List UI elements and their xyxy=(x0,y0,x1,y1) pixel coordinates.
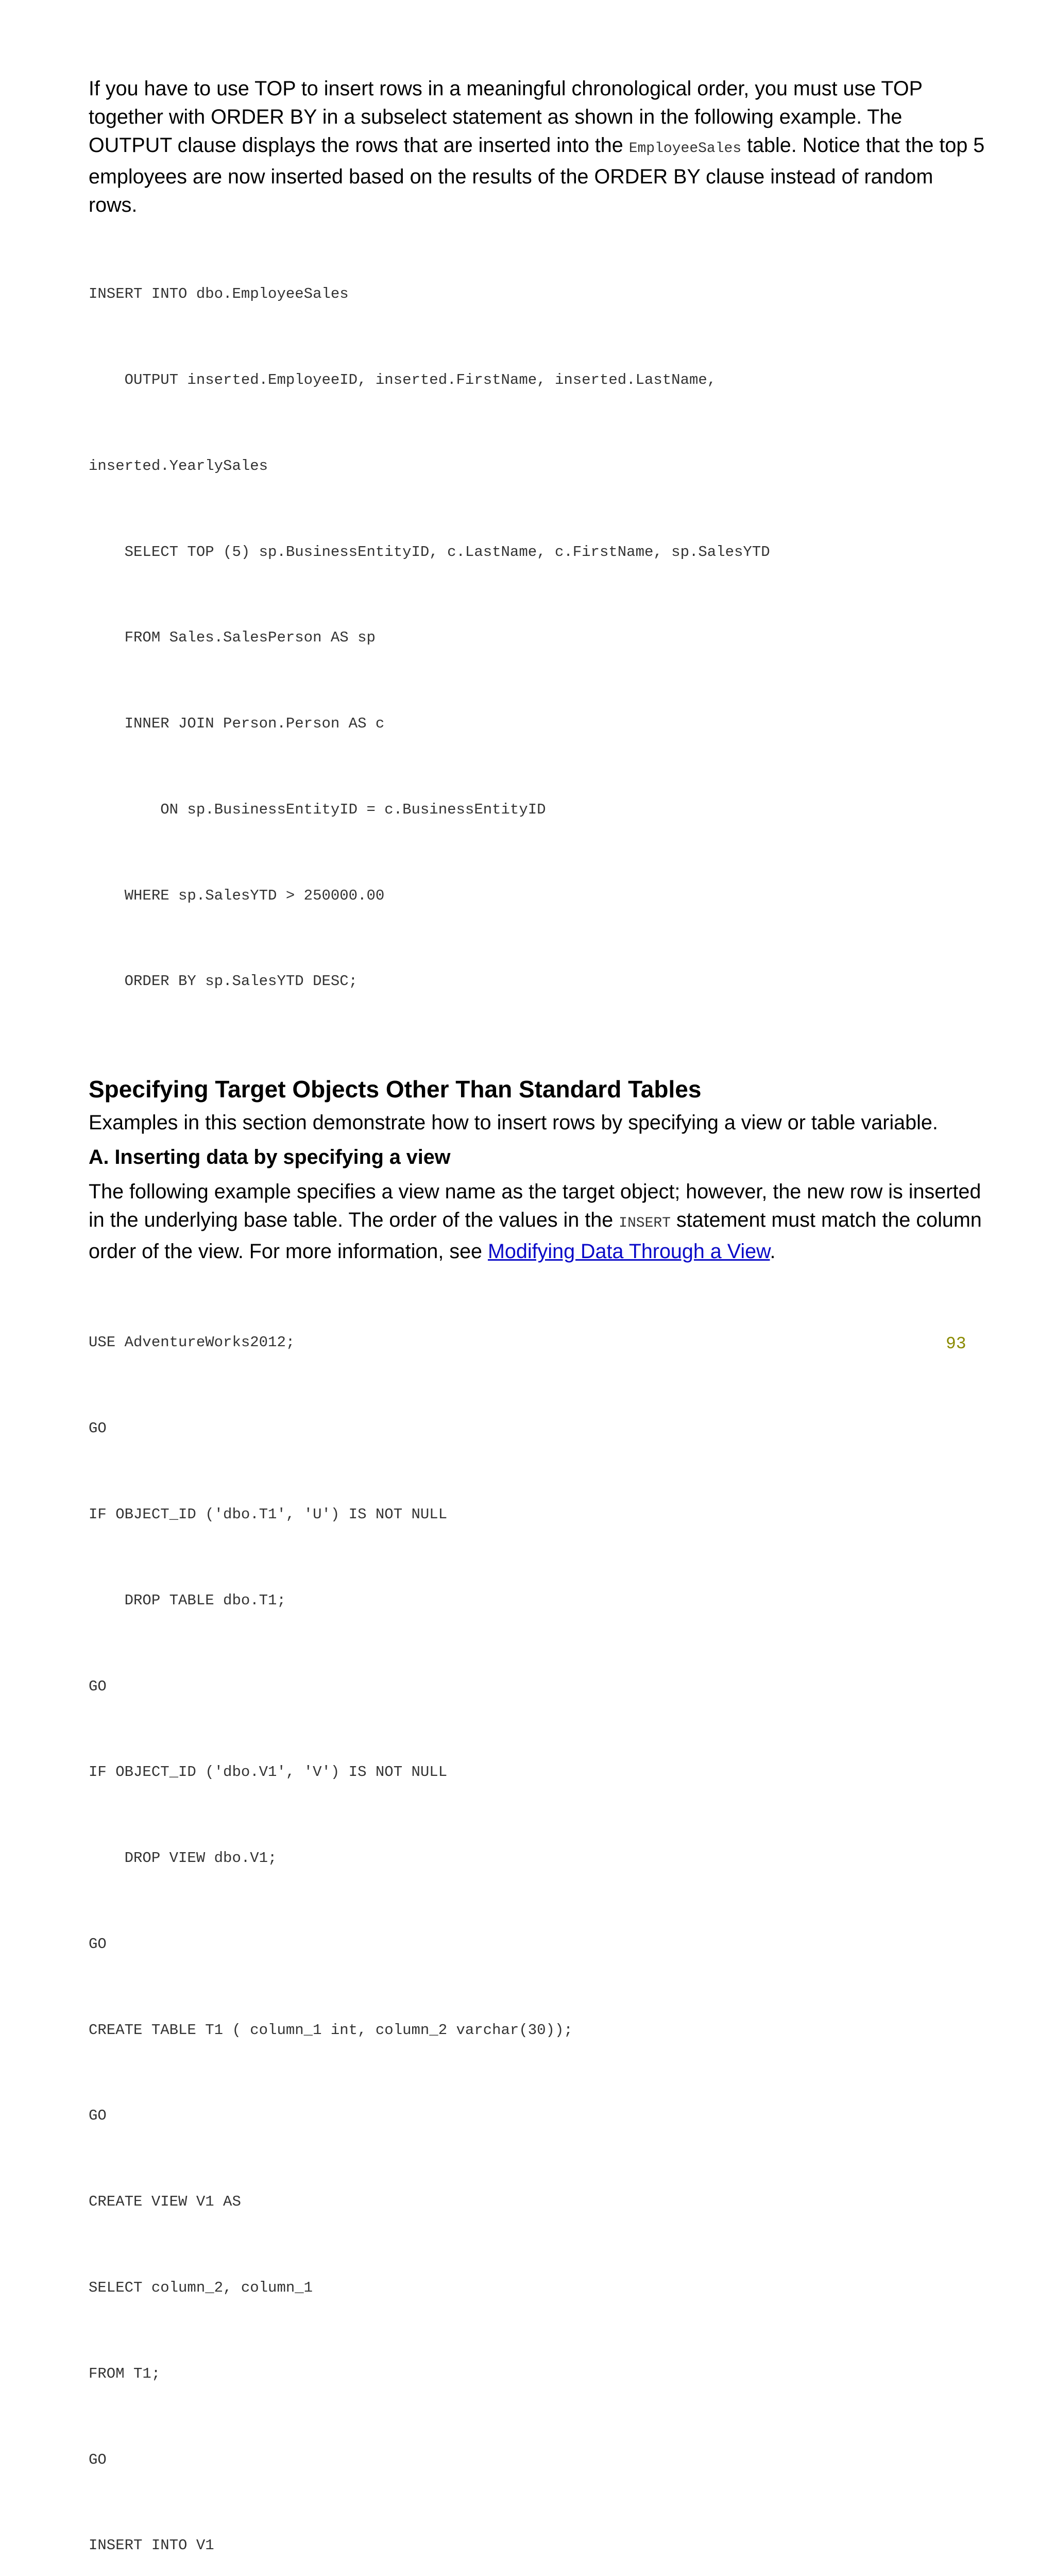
code-line: ORDER BY sp.SalesYTD DESC; xyxy=(89,973,358,990)
code-block-view-example xyxy=(89,1271,985,2576)
code-line: INNER JOIN Person.Person AS c xyxy=(89,715,385,733)
code-line: IF OBJECT_ID ('dbo.T1', 'U') IS NOT NULL xyxy=(89,1505,448,1523)
code-line: OUTPUT inserted.EmployeeID, inserted.FirstName, inserted.LastName, xyxy=(89,371,717,388)
code-line: ON sp.BusinessEntityID = c.BusinessEntityID xyxy=(89,801,546,818)
modifying-data-link[interactable]: Modifying Data Through a View xyxy=(487,1240,770,1263)
code-line: CREATE TABLE T1 ( column_1 int, column_2 varchar(30)); xyxy=(89,2021,573,2039)
code-block-insert-top xyxy=(89,223,985,1053)
code-line: IF OBJECT_ID ('dbo.V1', 'V') IS NOT NULL xyxy=(89,1764,448,1781)
code-line: GO xyxy=(89,1935,107,1953)
intro-text-before: If you have to use TOP to insert rows in a meaningful chronological order, you must use TOP together with ORDER BY in a subselect statement as shown in the following example. The OUTPUT clause displays the rows that are inserted into the xyxy=(89,77,923,157)
intro-paragraph xyxy=(89,75,985,219)
code-line: GO xyxy=(89,1420,107,1437)
subsection-text-before: The following example specifies a view name as the target object; however, the new row is inserted in the underlying base table. The order of the values in the xyxy=(89,1180,981,1232)
code-line: GO xyxy=(89,2107,107,2125)
section-description: Examples in this section demonstrate how to insert rows by specifying a view or table variable. xyxy=(89,1111,938,1134)
section-title: Specifying Target Objects Other Than Standard Tables xyxy=(89,1076,702,1103)
code-line: INSERT INTO V1 xyxy=(89,2537,214,2554)
code-line: GO xyxy=(89,2451,107,2468)
subsection-text-after: . xyxy=(770,1240,776,1263)
code-line: SELECT column_2, column_1 xyxy=(89,2279,313,2296)
subsection-paragraph xyxy=(89,1178,985,1266)
code-line: GO xyxy=(89,1677,107,1695)
code-line: WHERE sp.SalesYTD > 250000.00 xyxy=(89,887,385,904)
code-line: USE AdventureWorks2012; xyxy=(89,1334,295,1351)
code-line: inserted.YearlySales xyxy=(89,457,268,474)
code-line: CREATE VIEW V1 AS xyxy=(89,2193,241,2211)
inline-code-insert: INSERT xyxy=(619,1215,671,1232)
code-line: FROM Sales.SalesPerson AS sp xyxy=(89,629,376,647)
code-line: SELECT TOP (5) sp.BusinessEntityID, c.LastName, c.FirstName, sp.SalesYTD xyxy=(89,543,770,561)
subsection-title: A. Inserting data by specifying a view xyxy=(89,1146,451,1169)
code-line: DROP TABLE dbo.T1; xyxy=(89,1591,286,1609)
inline-code-employeesales: EmployeeSales xyxy=(628,141,742,157)
page-number: 93 xyxy=(946,1334,966,1353)
subsection-text-middle: statement must match the column order of the view. For more information, see xyxy=(89,1209,982,1263)
code-line: FROM T1; xyxy=(89,2365,161,2382)
code-line: INSERT INTO dbo.EmployeeSales xyxy=(89,285,349,303)
intro-text-after: table. Notice that the top 5 employees are now inserted based on the results of the ORDER BY clause instead of random rows. xyxy=(89,134,985,216)
document-page xyxy=(89,75,985,2576)
code-line: DROP VIEW dbo.V1; xyxy=(89,1850,277,1867)
